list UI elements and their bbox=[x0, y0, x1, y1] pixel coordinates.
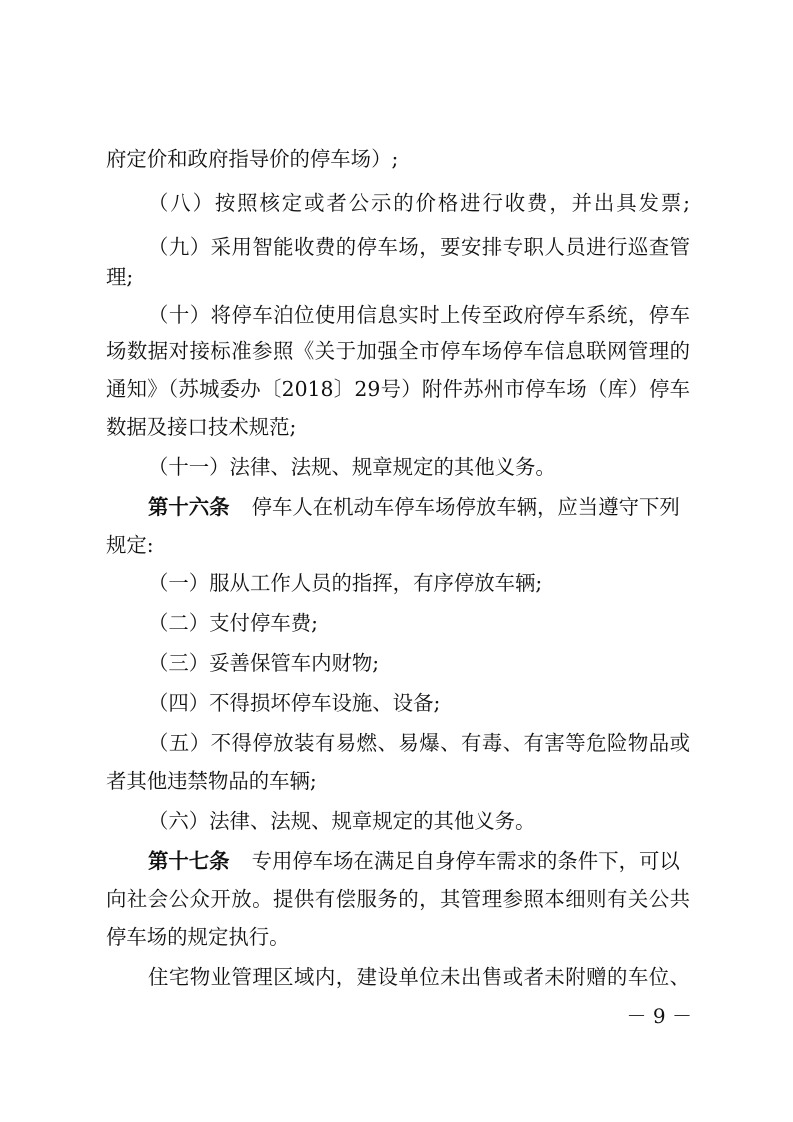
text-line-12: （一）服从工作人员的指挥，有序停放车辆; bbox=[148, 571, 543, 595]
text-line-5: （十）将停车泊位使用信息实时上传至政府停车系统，停车 bbox=[148, 303, 690, 327]
text-line-21: 停车场的规定执行。 bbox=[106, 925, 290, 949]
text-line-18: （六）法律、法规、规章规定的其他义务。 bbox=[148, 809, 536, 833]
article-16-line bbox=[148, 492, 690, 522]
article-17-heading: 第十七条 bbox=[148, 849, 230, 873]
article-17-line bbox=[148, 846, 690, 876]
text-line-15: （四）不得损坏停车设施、设备; bbox=[148, 691, 441, 715]
text-line-17: 者其他违禁物品的车辆; bbox=[106, 769, 317, 793]
article-16-text: 停车人在机动车停车场停放车辆，应当遵守下列 bbox=[251, 495, 680, 519]
text-line-22: 住宅物业管理区域内，建设单位未出售或者未附赠的车位、 bbox=[148, 965, 690, 989]
text-line-7: 通知》（苏城委办〔2018〕29号）附件苏州市停车场（库）停车 bbox=[106, 377, 690, 401]
article-16-heading: 第十六条 bbox=[148, 495, 230, 519]
text-line-6: 场数据对接标准参照《关于加强全市停车场停车信息联网管理的 bbox=[106, 339, 690, 363]
page-number: － 9 － bbox=[626, 1004, 692, 1028]
text-line-20: 向社会公众开放。提供有偿服务的，其管理参照本细则有关公共 bbox=[106, 887, 690, 911]
text-line-4: 理; bbox=[106, 265, 134, 289]
text-line-11: 规定: bbox=[106, 533, 154, 557]
text-line-3: （九）采用智能收费的停车场，要安排专职人员进行巡查管 bbox=[148, 235, 690, 259]
text-line-2: （八）按照核定或者公示的价格进行收费，并出具发票; bbox=[148, 191, 690, 215]
text-line-1: 府定价和政府指导价的停车场）; bbox=[106, 147, 399, 171]
text-line-14: （三）妥善保管车内财物; bbox=[148, 651, 380, 675]
text-line-8: 数据及接口技术规范; bbox=[106, 415, 297, 439]
text-line-13: （二）支付停车费; bbox=[148, 611, 318, 635]
text-line-9: （十一）法律、法规、规章规定的其他义务。 bbox=[148, 455, 556, 479]
text-line-16: （五）不得停放装有易燃、易爆、有毒、有害等危险物品或 bbox=[148, 731, 690, 755]
article-17-text: 专用停车场在满足自身停车需求的条件下，可以 bbox=[251, 849, 680, 873]
